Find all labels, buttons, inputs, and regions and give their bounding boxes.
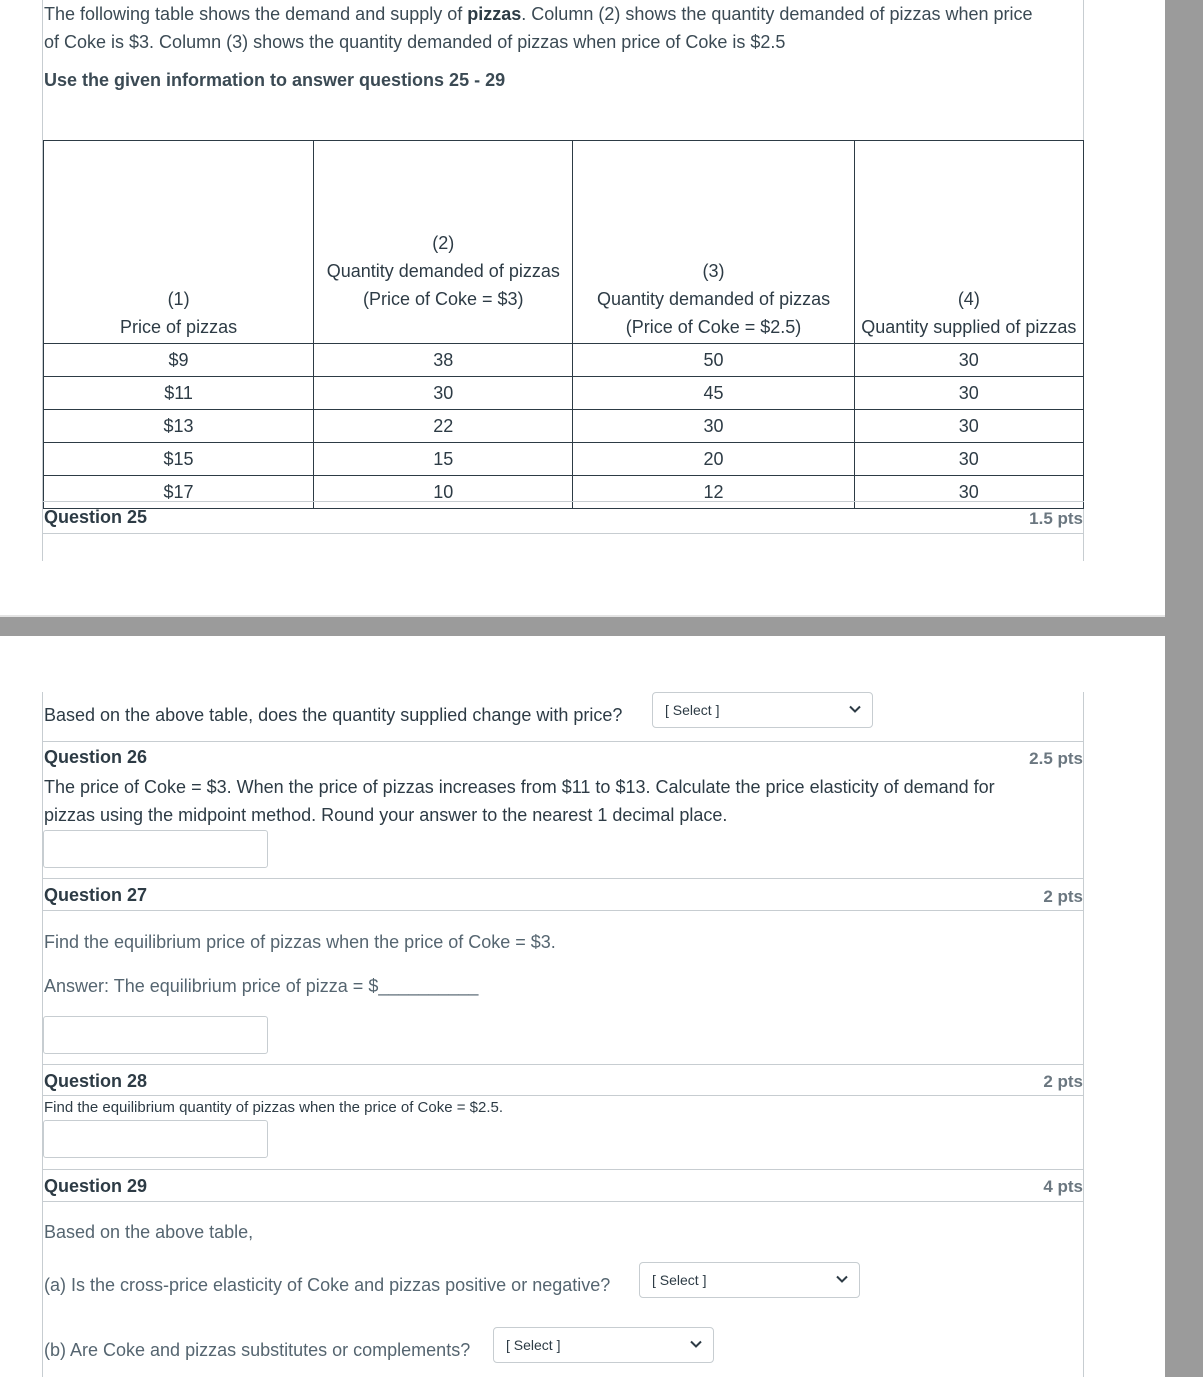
table-cell: 50 — [573, 344, 854, 377]
q27-title: Question 27 — [44, 885, 148, 905]
table-cell: 30 — [854, 344, 1083, 377]
table-cell: 30 — [314, 377, 573, 410]
q28-text: Find the equilibrium quantity of pizzas when the price of Coke = $2.5. — [44, 1099, 504, 1116]
q29b-select[interactable] — [493, 1327, 714, 1363]
q25-title: Question 25 — [44, 507, 148, 527]
q29a-select-label: [ Select ] — [652, 1272, 707, 1288]
q25-text: Based on the above table, does the quantity supplied change with price? — [44, 705, 623, 725]
q28-title: Question 28 — [44, 1071, 148, 1091]
table-row — [44, 377, 1084, 410]
intro-instruction: Use the given information to answer questions 25 - 29 — [44, 70, 506, 90]
q25-top-border — [42, 501, 1084, 502]
table-cell: $17 — [44, 476, 314, 509]
table-cell: 30 — [854, 443, 1083, 476]
table-cell: 45 — [573, 377, 854, 410]
table-cell: 38 — [314, 344, 573, 377]
q25-select[interactable] — [652, 692, 873, 728]
header-col-2: (2) Quantity demanded of pizzas (Price of Coke = $3) — [314, 141, 573, 344]
q27-header-bottom — [42, 910, 1084, 911]
q26-answer-input[interactable] — [43, 830, 268, 868]
table-cell: $11 — [44, 377, 314, 410]
table-cell: $15 — [44, 443, 314, 476]
q29-points: 4 pts — [1043, 1177, 1083, 1196]
q25-points: 1.5 pts — [1029, 509, 1083, 528]
right-gutter — [1165, 0, 1203, 1377]
q26-text: The price of Coke = $3. When the price of pizzas increases from $11 to $13. Calculate the price elasticity of demand for pizzas using the midpoint method. Round your answer to the nearest 1 decimal place. — [44, 777, 995, 825]
table-cell: 10 — [314, 476, 573, 509]
table-row — [44, 344, 1084, 377]
q25-select-label: [ Select ] — [665, 702, 720, 718]
table-cell: 30 — [573, 410, 854, 443]
table-row — [44, 476, 1084, 509]
q27-points: 2 pts — [1043, 887, 1083, 906]
q26-title: Question 26 — [44, 747, 148, 767]
table-row — [44, 443, 1084, 476]
q29-header-bottom — [42, 1201, 1084, 1202]
page-break-band — [0, 617, 1165, 636]
q28-top-border — [42, 1064, 1084, 1065]
q28-points: 2 pts — [1043, 1072, 1083, 1091]
q27-top-border — [42, 878, 1084, 879]
table-cell: 30 — [854, 377, 1083, 410]
header-col-4: (4) Quantity supplied of pizzas — [854, 141, 1083, 344]
q29-title: Question 29 — [44, 1176, 148, 1196]
q25-header-bottom — [42, 533, 1084, 534]
header-col-1: (1) Price of pizzas — [44, 141, 314, 344]
q29-top-border — [42, 1169, 1084, 1170]
q27-answer-line: Answer: The equilibrium price of pizza = $__________ — [44, 976, 479, 996]
table-cell: 22 — [314, 410, 573, 443]
q26-top-border — [42, 741, 1084, 742]
q28-answer-input[interactable] — [43, 1120, 268, 1158]
table-cell: 12 — [573, 476, 854, 509]
q27-answer-input[interactable] — [43, 1016, 268, 1054]
q28-header-bottom — [42, 1095, 1084, 1096]
table-cell: 20 — [573, 443, 854, 476]
container-right-border-lower — [1083, 692, 1084, 1377]
table-cell: $13 — [44, 410, 314, 443]
supply-demand-table — [43, 140, 1084, 509]
q29b-select-label: [ Select ] — [506, 1337, 561, 1353]
chevron-down-icon — [848, 702, 862, 716]
table-cell: 30 — [854, 410, 1083, 443]
table-row — [44, 410, 1084, 443]
intro-text: The following table shows the demand and supply of pizzas. Column (2) shows the quantity demanded of pizzas when price of Coke is $3. Column (3) shows the quantity demanded of pizzas when price of Coke is $2.5 — [44, 4, 1033, 52]
q27-text: Find the equilibrium price of pizzas when the price of Coke = $3. — [44, 932, 556, 952]
q26-points: 2.5 pts — [1029, 749, 1083, 768]
table-cell: 30 — [854, 476, 1083, 509]
table-cell: 15 — [314, 443, 573, 476]
q29-text: Based on the above table, — [44, 1222, 254, 1242]
table-cell: $9 — [44, 344, 314, 377]
header-col-3: (3) Quantity demanded of pizzas (Price of Coke = $2.5) — [573, 141, 854, 344]
q29b-text: (b) Are Coke and pizzas substitutes or complements? — [44, 1340, 471, 1360]
q29a-select[interactable] — [639, 1262, 860, 1298]
q29a-text: (a) Is the cross-price elasticity of Coke and pizzas positive or negative? — [44, 1275, 611, 1295]
chevron-down-icon — [689, 1337, 703, 1351]
chevron-down-icon — [835, 1272, 849, 1286]
